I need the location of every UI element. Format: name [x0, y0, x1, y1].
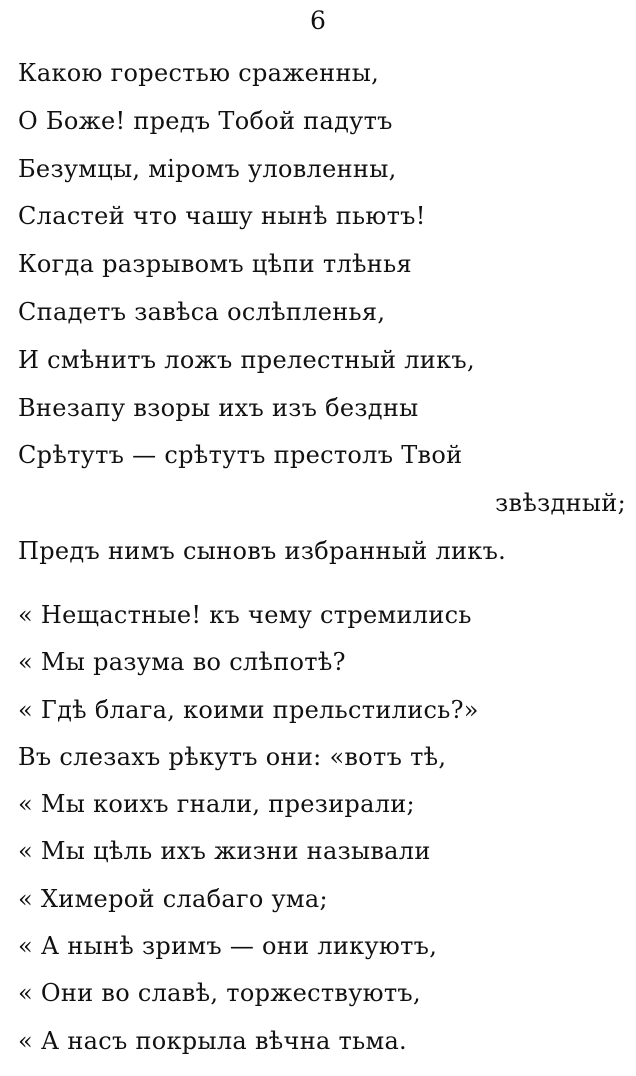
verse-line: « А насъ покрыла вѣчна тьма. [18, 1026, 407, 1055]
verse-line: « Мы коихъ гнали, презирали; [18, 790, 415, 819]
verse-line: Сластей что чашу нынѣ пьютъ! [18, 202, 426, 231]
verse-line: Предъ нимъ сыновъ избранный ликъ. [18, 536, 507, 565]
verse-line: « Химерой слабаго ума; [18, 884, 328, 913]
verse-line: Въ слезахъ рѣкутъ они: «вотъ тѣ, [18, 742, 447, 771]
verse-line: Внезапу взоры ихъ изъ бездны [18, 393, 419, 422]
verse-line: Какою горестью сраженны, [18, 59, 380, 87]
verse-line: И смѣнитъ ложъ прелестный ликъ, [18, 345, 475, 374]
verse-line: « Они во славѣ, торжествуютъ, [18, 979, 421, 1008]
verse-line: « А нынѣ зримъ — они ликуютъ, [18, 932, 438, 961]
verse-line: « Мы разума во слѣпотѣ? [18, 648, 346, 677]
stanza-1 [18, 50, 628, 576]
verse-line: « Гдѣ блага, коими прельстились?» [18, 695, 479, 724]
verse-line: « Мы цѣль ихъ жизни называли [18, 837, 431, 866]
verse-line: Безумцы, міромъ уловленны, [18, 154, 397, 183]
verse-line: Когда разрывомъ цѣпи тлѣнья [18, 250, 412, 279]
verse-line: О Боже! предъ Тобой падутъ [18, 106, 393, 135]
verse-line-continuation: звѣздный; [495, 489, 626, 518]
verse-line: « Нещастные! къ чему стремились [18, 601, 472, 629]
stanza-2 [18, 592, 628, 1065]
page-number: 6 [310, 6, 326, 35]
verse-line: Спадетъ завѣса ослѣпленья, [18, 297, 386, 326]
verse-line: Срѣтутъ — срѣтутъ престолъ Твой [18, 441, 463, 470]
